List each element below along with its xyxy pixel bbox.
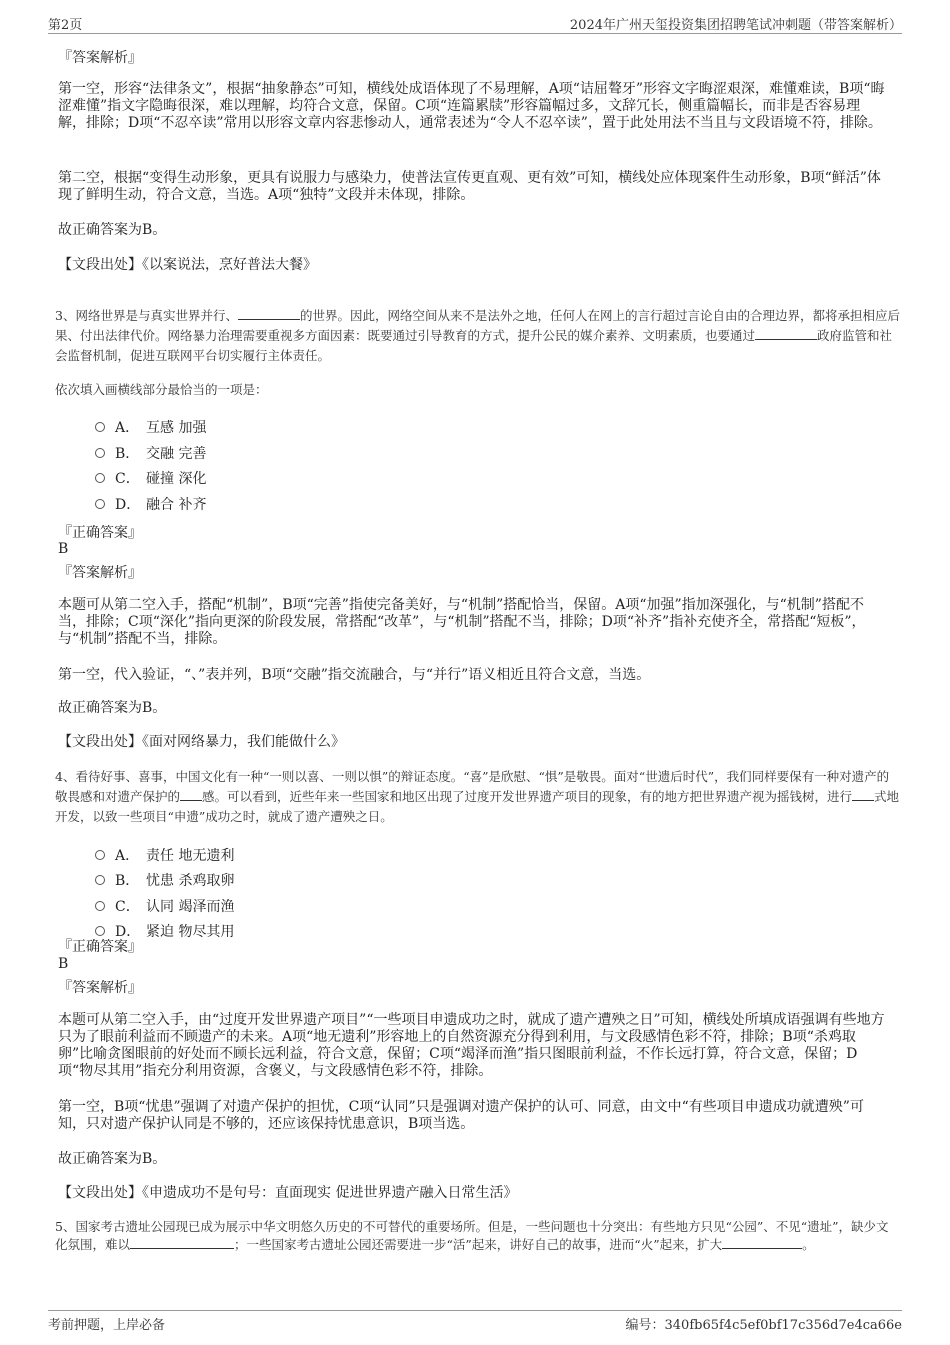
- radio-icon[interactable]: [95, 422, 105, 432]
- q3-correct-answer: B: [58, 541, 69, 557]
- radio-icon[interactable]: [95, 875, 105, 885]
- q3-option-a[interactable]: A． 互感 加强: [95, 417, 206, 437]
- footer-slogan: 考前押题，上岸必备: [48, 1318, 166, 1333]
- document-title: 2024年广州天玺投资集团招聘笔试冲刺题（带答案解析）: [569, 18, 902, 33]
- q4-analysis-label: 『答案解析』: [58, 980, 142, 996]
- q3-option-b[interactable]: B． 交融 完善: [95, 443, 206, 463]
- q5-stem-part-c: 。: [802, 1237, 815, 1252]
- q3-prompt: 依次填入画横线部分最恰当的一项是：: [55, 382, 268, 397]
- q2-analysis-paragraph-2: 第二空，根据“变得生动形象，更具有说服力与感染力，使普法宣传更直观、更有效”可知，横线处应体现案件生动形象，B项“鲜活”体现了鲜明生动，符合文意，当选。A项“独特”文段并未体现，排除。: [58, 170, 881, 203]
- radio-icon[interactable]: [95, 448, 105, 458]
- page-number: 第2页: [48, 18, 83, 33]
- q4-blank-1: [180, 788, 202, 801]
- q4-stem: [55, 767, 900, 827]
- q3-correct-label: 『正确答案』: [58, 525, 142, 541]
- q5-stem-part-b: ；一些国家考古遗址公园还需要进一步“活”起来，讲好自己的故事，进而“火”起来，扩大: [234, 1237, 723, 1252]
- q2-analysis-paragraph-1: 第一空，形容“法律条文”，根据“抽象静态”可知，横线处成语体现了不易理解，A项“诘屈聱牙”形容文字晦涩艰深，难懂难读，B项“晦涩难懂”指文字隐晦很深，难以理解，均符合文意，保留。C项“连篇累牍”形容篇幅过多，文辞冗长，侧重篇幅长，而非是否容易理解，排除；D项“不忍卒读”常用以形容文章内容悲惨动人，通常表述为“令人不忍卒读”，置于此处用法不当且与文段语境不符，排除。: [58, 81, 885, 131]
- q2-source: 【文段出处】《以案说法，烹好普法大餐》: [58, 257, 317, 273]
- q4-blank-2: [852, 788, 874, 801]
- q3-analysis-paragraph-1: 本题可从第二空入手，搭配“机制”，B项“完善”指使完备美好，与“机制”搭配恰当，保留。A项“加强”指加深强化，与“机制”搭配不当，排除；C项“深化”指向更深的阶段发展，常搭配“改革”，与“机制”搭配不当，排除；D项“补齐”指补充使齐全，常搭配“短板”，与“机制”搭配不当，排除。: [58, 597, 866, 647]
- q3-option-d[interactable]: D． 融合 补齐: [95, 494, 206, 514]
- q3-source: 【文段出处】《面对网络暴力，我们能做什么》: [58, 734, 345, 750]
- radio-icon[interactable]: [95, 499, 105, 509]
- q4-conclusion: 故正确答案为B。: [58, 1151, 167, 1167]
- q4-stem-part-c: 式地开发，以致一些项目“申遗”成功之时，就成了遗产遭殃之日。: [55, 789, 900, 824]
- q3-option-c[interactable]: C． 碰撞 深化: [95, 468, 206, 488]
- radio-icon[interactable]: [95, 473, 105, 483]
- q3-stem: [55, 306, 900, 366]
- q5-stem-part-a: 5、国家考古遗址公园现已成为展示中华文明悠久历史的不可替代的重要场所。但是，一些问题也十分突出：有些地方只见“公园”、不见“遗址”，缺少文化氛围，难以: [55, 1219, 889, 1252]
- footer-divider: [48, 1310, 902, 1311]
- q2-conclusion: 故正确答案为B。: [58, 222, 167, 238]
- document-code: 编号：340fb65f4c5ef0bf17c356d7e4ca66e: [625, 1318, 902, 1333]
- header-divider: [48, 33, 902, 34]
- q3-stem-part-a: 3、网络世界是与真实世界并行、: [55, 308, 238, 323]
- q4-analysis-paragraph-1: 本题可从第二空入手，由“过度开发世界遗产项目”“一些项目申遗成功之时，就成了遗产遭殃之日”可知，横线处所填成语强调有些地方只为了眼前利益而不顾遗产的未来。A项“地无遗利”形容地上的自然资源充分得到利用，与文段感情色彩不符，排除；B项“杀鸡取卵”比喻贪图眼前的好处而不顾长远利益，符合文意，保留；C项“竭泽而渔”指只图眼前利益，不作长远打算，符合文意，保留；D项“物尽其用”指充分利用资源，含褒义，与文段感情色彩不符，排除。: [58, 1012, 885, 1079]
- radio-icon[interactable]: [95, 901, 105, 911]
- q3-blank-1: [238, 307, 300, 320]
- q5-blank-2-continued: [752, 1236, 802, 1249]
- q3-stem-part-b: 的世界。因此，网络空间从来不是法外之地，任何人在网上的言行超过言论自由的合理边界，都将承担相应后果、付出法律代价。网络暴力治理需要重视多方面因素：既要通过引导教育的方式，提升公民的媒介素养、文明素质，也要通过: [55, 308, 900, 343]
- q4-option-a[interactable]: A． 责任 地无遗利: [95, 845, 234, 865]
- q3-stem-part-c: 政府监管和社会监督机制，促进互联网平台切实履行主体责任。: [55, 328, 893, 363]
- q3-analysis-label: 『答案解析』: [58, 565, 142, 581]
- q3-conclusion: 故正确答案为B。: [58, 700, 167, 716]
- q4-option-c[interactable]: C． 认同 竭泽而渔: [95, 896, 234, 916]
- q4-correct-answer: B: [58, 956, 69, 972]
- radio-icon[interactable]: [95, 850, 105, 860]
- q5-stem: [55, 1218, 900, 1254]
- q5-blank-1: [130, 1236, 234, 1249]
- q4-correct-label: 『正确答案』: [58, 939, 142, 955]
- q4-option-d[interactable]: D． 紧迫 物尽其用: [95, 921, 234, 941]
- q3-blank-2: [755, 327, 817, 340]
- radio-icon[interactable]: [95, 926, 105, 936]
- q5-blank-2: [722, 1236, 752, 1249]
- q4-option-b[interactable]: B． 忧患 杀鸡取卵: [95, 870, 234, 890]
- q4-analysis-paragraph-2: 第一空，B项“忧患”强调了对遗产保护的担忧，C项“认同”只是强调对遗产保护的认可、同意，由文中“有些项目申遗成功就遭殃”可知，只对遗产保护认同是不够的，还应该保持忧患意识，B项当选。: [58, 1099, 864, 1132]
- q4-source: 【文段出处】《申遗成功不是句号：直面现实 促进世界遗产融入日常生活》: [58, 1185, 518, 1201]
- q4-stem-part-b: 感。可以看到，近些年来一些国家和地区出现了过度开发世界遗产项目的现象，有的地方把世界遗产视为摇钱树，进行: [202, 789, 853, 804]
- q4-stem-part-a: 4、看待好事、喜事，中国文化有一种“一则以喜、一则以惧”的辩证态度。“喜”是欣慰、“惧”是敬畏。面对“世遗后时代”，我们同样要保有一种对遗产的敬畏感和对遗产保护的: [55, 769, 890, 804]
- q2-analysis-label: 『答案解析』: [58, 50, 142, 66]
- q3-analysis-paragraph-2: 第一空，代入验证，“、”表并列，B项“交融”指交流融合，与“并行”语义相近且符合文意，当选。: [58, 667, 651, 683]
